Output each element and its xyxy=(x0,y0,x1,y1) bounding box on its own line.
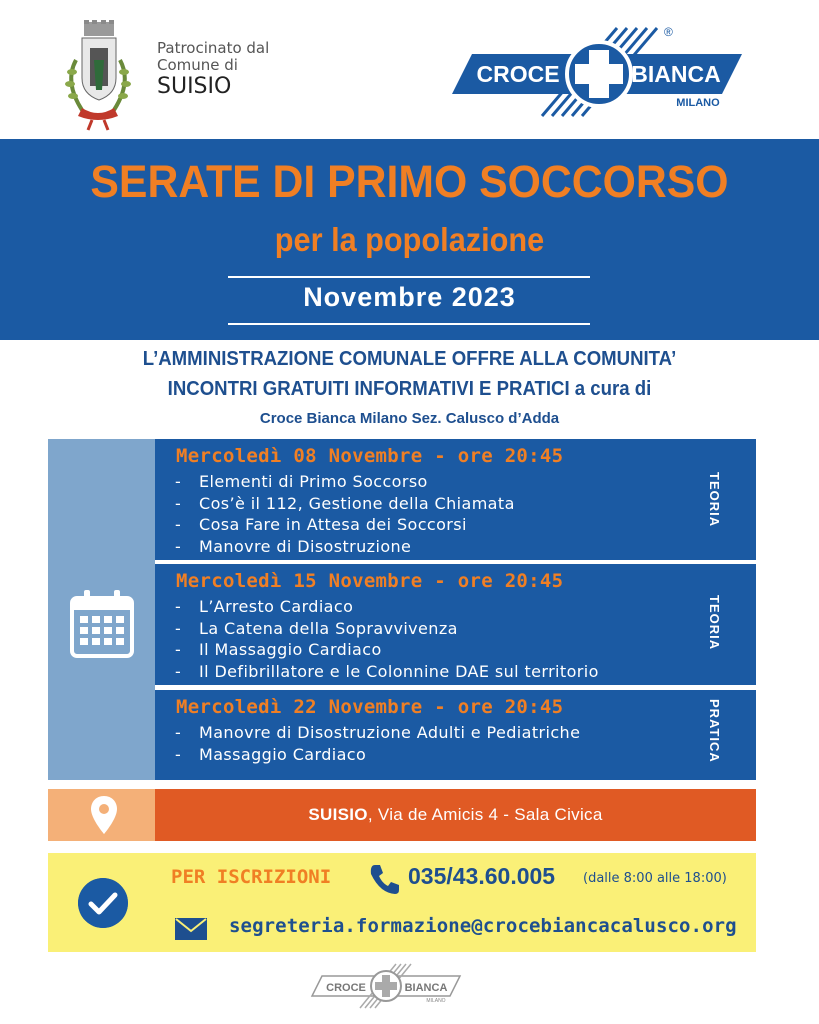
list-item: - Cos’è il 112, Gestione della Chiamata xyxy=(175,493,515,513)
patronage-text xyxy=(157,40,269,100)
intro-line-2: INCONTRI GRATUITI INFORMATIVI E PRATICI a cura di xyxy=(167,378,652,400)
patronage-city: SUISIO xyxy=(157,74,232,99)
logo-word-sub: MILANO xyxy=(676,97,720,109)
list-item: - Manovre di Disostruzione Adulti e Pediatriche xyxy=(175,723,581,742)
session-topics xyxy=(175,471,515,557)
session-type-tag: TEORIA xyxy=(707,472,722,528)
email-link[interactable]: segreteria.formazione@crocebiancacalusco.org xyxy=(229,915,737,937)
list-item: - Massaggio Cardiaco xyxy=(175,744,367,764)
location-street: , Via de Amicis 4 - Sala Civica xyxy=(367,805,603,824)
phone-icon xyxy=(368,862,402,896)
location-address xyxy=(155,805,756,825)
session-type-tag: PRATICA xyxy=(707,699,722,763)
logo-word-left: CROCE xyxy=(476,61,560,87)
session-type-tag: TEORIA xyxy=(707,595,722,651)
session-date: Mercoledì 08 Novembre - ore 20:45 xyxy=(176,445,564,467)
list-item: - Il Massaggio Cardiaco xyxy=(175,640,382,659)
session-card-1 xyxy=(155,439,756,560)
coat-of-arms-logo xyxy=(58,20,138,132)
list-item: - La Catena della Sopravvivenza xyxy=(175,618,458,638)
banner-divider-top xyxy=(228,276,590,278)
checkmark-icon xyxy=(78,878,128,928)
session-date: Mercoledì 15 Novembre - ore 20:45 xyxy=(176,570,564,592)
registration-label: PER ISCRIZIONI xyxy=(171,866,332,888)
intro-line-1: L’AMMINISTRAZIONE COMUNALE OFFRE ALLA COMUNITA’ xyxy=(142,348,677,370)
calendar-icon xyxy=(70,588,134,658)
footer-logo-sub: MILANO xyxy=(426,998,446,1004)
page-title: SERATE DI PRIMO SOCCORSO xyxy=(90,156,729,207)
event-month: Novembre 2023 xyxy=(303,282,516,312)
list-item: - Elementi di Primo Soccorso xyxy=(175,472,428,491)
envelope-icon xyxy=(175,918,207,940)
intro-line-3: Croce Bianca Milano Sez. Calusco d’Adda xyxy=(259,410,560,427)
list-item: - L’Arresto Cardiaco xyxy=(175,597,354,616)
footer-logo-left: CROCE xyxy=(326,982,366,994)
map-pin-icon xyxy=(90,795,118,835)
footer-logo-right: BIANCA xyxy=(404,982,448,994)
croce-bianca-logo xyxy=(442,24,757,120)
patronage-line2: Comune di xyxy=(157,56,238,74)
session-card-2 xyxy=(155,564,756,685)
list-item: - Cosa Fare in Attesa dei Soccorsi xyxy=(175,515,467,534)
session-topics xyxy=(175,722,580,765)
croce-bianca-footer-logo xyxy=(308,962,466,1010)
banner-divider-bottom xyxy=(228,323,590,325)
location-town: SUISIO xyxy=(308,805,368,824)
session-card-3 xyxy=(155,690,756,780)
patronage-line1: Patrocinato dal xyxy=(157,39,270,57)
logo-registered: ® xyxy=(664,25,673,39)
phone-hours: (dalle 8:00 alle 18:00) xyxy=(583,871,727,886)
phone-number[interactable]: 035/43.60.005 xyxy=(408,863,556,889)
registration-panel xyxy=(48,853,756,952)
session-topics xyxy=(175,596,599,682)
list-item: - Il Defibrillatore e le Colonnine DAE sul territorio xyxy=(175,661,599,681)
list-item: - Manovre di Disostruzione xyxy=(175,536,412,556)
logo-word-right: BIANCA xyxy=(631,61,721,87)
page-subtitle: per la popolazione xyxy=(274,221,545,258)
session-date: Mercoledì 22 Novembre - ore 20:45 xyxy=(176,696,564,718)
